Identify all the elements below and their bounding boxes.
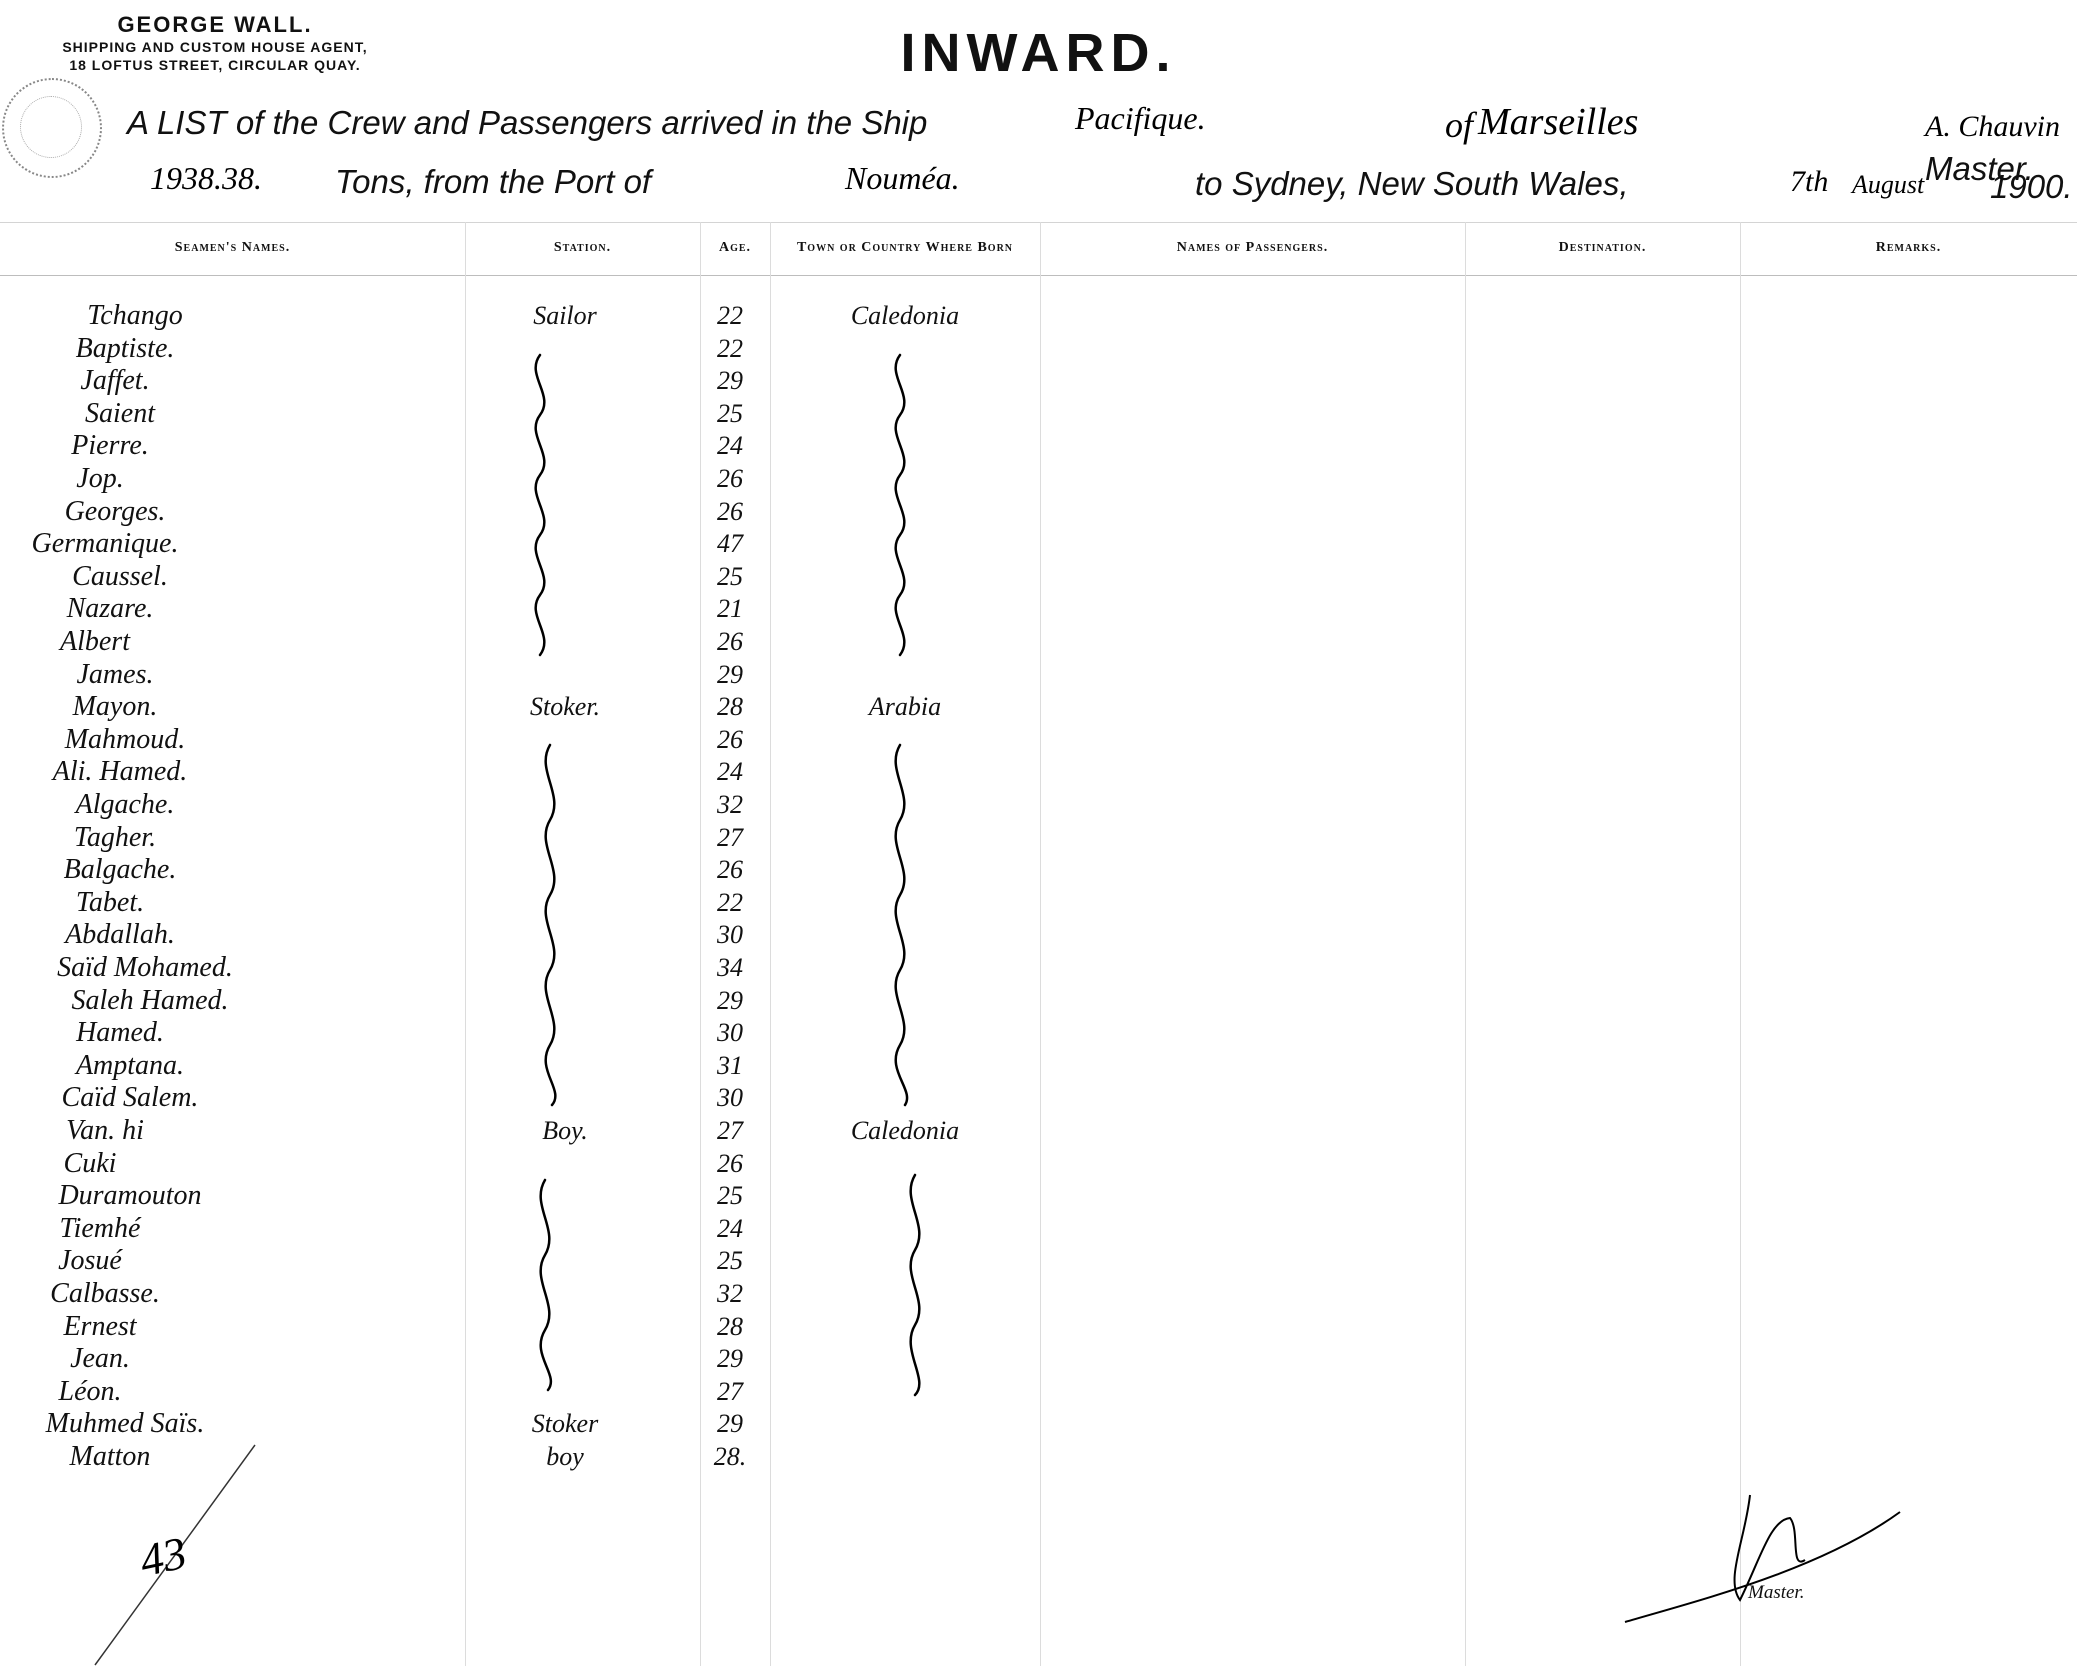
crew-age: 26 [717, 855, 743, 884]
crew-age: 29 [717, 1409, 743, 1438]
crew-age: 24 [717, 1214, 743, 1243]
crew-age: 32 [717, 790, 743, 819]
crew-age: 29 [717, 1344, 743, 1373]
crew-birthplace: Caledonia [850, 301, 960, 330]
crew-station: boy [546, 1442, 584, 1471]
ship-name: Pacifique. [1075, 100, 1206, 136]
ditto-mark-born-1 [896, 355, 905, 655]
crew-name: Calbasse. [50, 1278, 160, 1309]
crew-age: 47 [717, 529, 743, 558]
crew-age: 27 [717, 1116, 743, 1145]
column-header-age: Age. [718, 240, 752, 255]
port-of-registry: Marseilles [1478, 101, 1639, 143]
crew-name: Matton [69, 1441, 151, 1472]
crew-name: Ernest [63, 1311, 137, 1342]
crew-name: Jaffet. [80, 365, 150, 396]
crew-name: Pierre. [71, 430, 149, 461]
crew-age: 22 [717, 334, 743, 363]
master-name: A. Chauvin [1925, 110, 2060, 143]
master-label: Master. [1925, 150, 2034, 187]
agent-name: GEORGE WALL. [117, 12, 313, 37]
column-header-remarks: Remarks. [1875, 240, 1942, 255]
ditto-mark-born-2 [896, 745, 907, 1105]
crew-name: Caïd Salem. [61, 1082, 199, 1113]
footer-master-label: Master. [1748, 1582, 1805, 1603]
crew-name: Cuki [63, 1148, 117, 1179]
crew-name: James. [76, 659, 154, 690]
crew-name: Duramouton [58, 1180, 202, 1211]
crew-name: Baptiste. [75, 333, 175, 364]
crew-name: Amptana. [75, 1050, 185, 1081]
crew-age: 30 [717, 1083, 743, 1112]
crew-age: 27 [717, 1377, 743, 1406]
document-title: INWARD. [900, 23, 1177, 83]
crew-station: Stoker. [529, 692, 601, 721]
crew-name: Tiemhé [59, 1213, 141, 1244]
date-day: 7th [1790, 165, 1829, 198]
crew-name: Albert [60, 626, 130, 657]
destination-label: to Sydney, New South Wales, [1195, 165, 1629, 202]
crew-name: Muhmed Saïs. [45, 1408, 205, 1439]
crew-age: 31 [717, 1051, 743, 1080]
from-port: Nouméa. [845, 160, 960, 196]
tons-label: Tons, from the Port of [335, 163, 652, 200]
crew-age: 25 [717, 1181, 743, 1210]
crew-name: Van. hi [66, 1115, 144, 1146]
crew-name: Mahmoud. [64, 724, 186, 755]
folio-number: 43 [135, 1526, 191, 1587]
crew-age: 29 [717, 986, 743, 1015]
crew-age: 28 [717, 1312, 743, 1341]
crew-name: Balgache. [63, 854, 177, 885]
crew-station: Sailor [533, 301, 597, 330]
crew-name: Mayon. [72, 691, 158, 722]
crew-station: Boy. [542, 1116, 588, 1145]
ditto-mark-station-1 [536, 355, 545, 655]
crew-age: 27 [717, 823, 743, 852]
crew-age: 30 [717, 1018, 743, 1047]
agent-line-1: SHIPPING AND CUSTOM HOUSE AGENT, [62, 39, 368, 55]
ditto-mark-station-3 [541, 1180, 551, 1390]
crew-age: 22 [717, 888, 743, 917]
column-header-destination: Destination. [1558, 240, 1647, 255]
crew-age: 26 [717, 1149, 743, 1178]
crew-name: Tagher. [73, 822, 157, 853]
crew-age: 26 [717, 627, 743, 656]
crew-name: Algache. [75, 789, 175, 820]
of-label: of [1445, 105, 1474, 145]
tonnage: 1938.38. [150, 160, 262, 196]
crew-age: 28 [717, 692, 743, 721]
crew-age: 24 [717, 757, 743, 786]
crew-name: Ali. Hamed. [52, 756, 188, 787]
crew-name: Jop. [76, 463, 124, 494]
crew-name: Nazare. [66, 593, 154, 624]
crew-age: 24 [717, 431, 743, 460]
crew-age: 26 [717, 725, 743, 754]
crew-age: 25 [717, 562, 743, 591]
crew-age: 25 [717, 1246, 743, 1275]
crew-name: Germanique. [31, 528, 179, 559]
crew-age: 21 [717, 594, 743, 623]
crew-age: 29 [717, 366, 743, 395]
crew-name: Tabet. [75, 887, 145, 918]
crew-age: 26 [717, 464, 743, 493]
crew-name: Hamed. [76, 1017, 164, 1048]
column-header-passengers: Names of Passengers. [1176, 240, 1329, 255]
crew-age: 34 [717, 953, 743, 982]
header-line1-prefix: A LIST of the Crew and Passengers arrived in the Ship [127, 104, 928, 141]
column-header-names: Seamen's Names. [174, 240, 291, 255]
crew-age: 28. [713, 1442, 747, 1471]
crew-name: Abdallah. [65, 919, 175, 950]
crew-name: Jean. [70, 1343, 130, 1374]
ditto-mark-station-2 [546, 745, 556, 1105]
crew-station: Stoker [531, 1409, 599, 1438]
crew-age: 29 [717, 660, 743, 689]
column-header-station: Station. [553, 240, 612, 255]
crew-name: Georges. [64, 496, 166, 527]
crew-name: Caussel. [72, 561, 168, 592]
column-header-born: Town or Country Where Born [796, 240, 1014, 255]
crew-name: Léon. [58, 1376, 122, 1407]
ditto-mark-born-3 [911, 1175, 920, 1395]
agent-line-2: 18 LOFTUS STREET, CIRCULAR QUAY. [69, 57, 361, 73]
crew-age: 32 [717, 1279, 743, 1308]
crew-age: 25 [717, 399, 743, 428]
crew-name: Saïd Mohamed. [57, 952, 233, 983]
crew-name: Saient [85, 398, 155, 429]
crew-birthplace: Arabia [868, 692, 942, 721]
crew-name: Tchango [87, 300, 183, 331]
crew-name: Saleh Hamed. [71, 985, 229, 1016]
crew-age: 26 [717, 497, 743, 526]
date-year: 1900. [1990, 168, 2073, 205]
crew-age: 22 [717, 301, 743, 330]
date-month: August [1852, 170, 1925, 199]
crew-age: 30 [717, 920, 743, 949]
crew-name: Josué [58, 1245, 122, 1276]
crew-birthplace: Caledonia [850, 1116, 960, 1145]
